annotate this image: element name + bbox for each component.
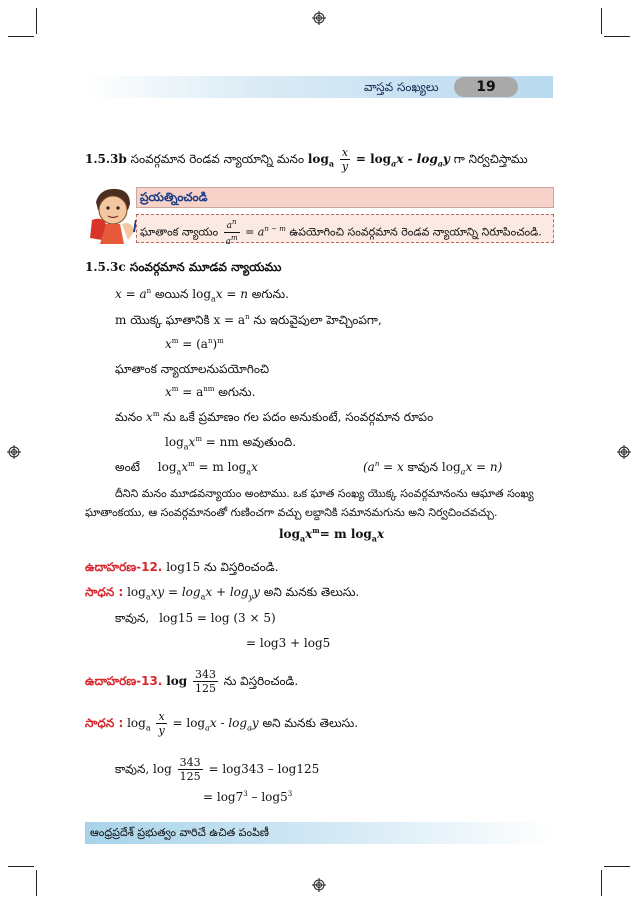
text-line (115, 287, 289, 304)
log-base: a (183, 442, 189, 452)
text-line (363, 460, 502, 477)
text-part: అంటే (115, 460, 140, 474)
equation-line (165, 435, 296, 452)
exponent: m (171, 337, 179, 345)
log-base: a (211, 294, 216, 304)
section-title: సంవర్గమాన మూడవ న్యాయము (129, 260, 282, 274)
text-part: మనం (115, 410, 143, 424)
solution-label: సాధన : (85, 716, 124, 730)
fraction-denominator: 125 (194, 682, 216, 695)
crop-mark (8, 866, 34, 867)
equation-line (115, 756, 319, 783)
crop-mark (601, 8, 602, 34)
solution-line (85, 710, 358, 737)
crop-mark (8, 36, 34, 37)
fraction-base: a (225, 237, 231, 247)
example-text: log15 ను విస్తరించండి. (166, 560, 279, 574)
equation-part: = log (355, 152, 392, 166)
text-part: అవుతుంది. (242, 435, 297, 449)
log-base: a (460, 467, 466, 477)
crop-mark (604, 866, 630, 867)
log-base: a (391, 158, 397, 169)
registration-mark-icon (617, 445, 631, 459)
equation-part: = log343 – log125 (208, 762, 320, 776)
section-text: సంవర్గమాన రెండవ న్యాయాన్ని మనం (130, 152, 305, 166)
equation-part: y (442, 152, 450, 166)
equation-part: x (165, 385, 172, 399)
exponent: n (374, 460, 380, 468)
equation-part: log15 = log (3 × 5) (159, 611, 276, 625)
example-13 (85, 668, 298, 695)
text-line (115, 460, 258, 477)
equation-part: = log (172, 716, 206, 730)
log-text: log (307, 152, 329, 166)
text-line: ఘాతాంకయు, ఆ సంవర్గమానంతో గుణించగా వచ్చు లబ్దానికి సమానమగును అని నిర్వచించవచ్చు. (85, 506, 498, 519)
crop-mark (604, 36, 630, 37)
solution-line (85, 585, 359, 602)
exponent: 3 (287, 790, 293, 798)
equation-part: = (a (178, 337, 208, 351)
equation-part: (a (363, 460, 375, 474)
fraction (224, 217, 240, 248)
exponent: m (217, 337, 224, 345)
text-line (115, 313, 382, 330)
equation-part: log (157, 460, 177, 474)
try-box-text-part: ఘాతాంక న్యాయం (140, 225, 219, 239)
exponent: 3 (243, 790, 248, 798)
log-base: a (246, 467, 252, 477)
equation-part: x (188, 435, 196, 449)
equation-part: x = n (215, 287, 248, 301)
try-box-text-part: ఉపయోగించి సంవర్గమాన రెండవ న్యాయాన్ని నిరూపించండి. (289, 225, 542, 239)
equation-line (115, 611, 276, 628)
equation-part: = log7 (203, 790, 244, 804)
fraction-numerator: x (158, 710, 165, 723)
section-label: 1.5.3c (85, 260, 126, 274)
log-base: a (328, 158, 335, 169)
fraction-denominator: y (158, 724, 165, 737)
log-base: a (247, 723, 252, 733)
text-line: దీనిని మనం మూడవన్యాయం అంటాము. ఒక ఘాత సంఖ్య యొక్క సంవర్గమానంను ఆఘాత సంఖ్య (115, 487, 534, 500)
equation-part: = m log (194, 460, 247, 474)
equation-part: x + log (205, 585, 249, 599)
try-box-title: ప్రయత్నించండి (140, 190, 208, 204)
exponent: nm (203, 385, 215, 393)
equation-part: x - log (209, 716, 248, 730)
exponent: n (146, 287, 152, 295)
log-base: a (145, 592, 151, 602)
exponent: n − m (264, 224, 286, 233)
equation-part: log (165, 435, 184, 449)
equation-part: = nm (201, 435, 239, 449)
equation-part: x (165, 337, 172, 351)
equation-part: log (166, 674, 188, 688)
student-illustration-icon (88, 180, 138, 246)
exponent: n (245, 313, 250, 321)
example-label: ఉదాహరణ-12. (85, 560, 163, 574)
exponent: n (207, 337, 213, 345)
fraction-numerator: 343 (179, 756, 201, 769)
fraction-numerator: x (341, 146, 349, 159)
fraction-denominator (224, 233, 240, 248)
formula-part: = m log (319, 527, 372, 541)
fraction (340, 146, 350, 173)
fraction (156, 710, 166, 737)
equation-part: y (251, 716, 259, 730)
equation-part: log (192, 287, 211, 301)
text-part: అగును. (218, 385, 256, 399)
text-part: కావున (407, 460, 439, 474)
page-number: 19 (454, 77, 518, 97)
fraction-numerator (224, 217, 240, 233)
formula-line (279, 526, 384, 543)
equation-part: x (146, 410, 153, 424)
equation-part: = a (178, 385, 204, 399)
example-label: ఉదాహరణ-13. (85, 674, 163, 688)
example-12 (85, 560, 278, 577)
equation-line (165, 385, 255, 402)
header-title: వాస్తవ సంఖ్యలు (364, 80, 439, 94)
equation-line (203, 790, 292, 804)
exponent: m (171, 385, 179, 393)
text-part: m యొక్క ఘాతానికి x = a (115, 313, 246, 327)
crop-mark (601, 870, 602, 896)
crop-mark (36, 870, 37, 896)
formula-part: log (279, 527, 300, 541)
equation-part: x - log (396, 152, 438, 166)
exponent: m (195, 435, 202, 443)
section-text: గా నిర్వచిస్తాము (453, 152, 528, 166)
fraction (193, 668, 218, 695)
equation-line: = log3 + log5 (246, 636, 331, 650)
registration-mark-icon (312, 878, 326, 892)
fraction-base: a (226, 221, 233, 231)
equation-part: x (181, 460, 189, 474)
equation-part: log (441, 460, 461, 474)
fraction-denominator: 125 (179, 770, 201, 783)
text-part: కావున, (115, 611, 150, 625)
fraction (178, 756, 203, 783)
try-box-text (140, 217, 542, 248)
exponent: m (312, 526, 320, 535)
log-base: a (205, 723, 210, 733)
text-part: అని మనకు తెలుసు. (263, 585, 360, 599)
equation-part: x = n) (465, 460, 503, 474)
equation-part: – log5 (247, 790, 288, 804)
formula-part: x (376, 527, 385, 541)
exponent: m (152, 410, 160, 418)
registration-mark-icon (7, 445, 21, 459)
registration-mark-icon (312, 11, 326, 25)
log-base: a (437, 158, 443, 169)
fraction-exponent: m (230, 234, 238, 242)
exponent: m (188, 460, 195, 468)
equation-part: = x (379, 460, 404, 474)
example-text: ను విస్తరించండి. (223, 674, 299, 688)
footer-text: ఆంధ్రప్రదేశ్ ప్రభుత్వం వారిచే ఉచిత పంపిణీ (90, 826, 269, 839)
log-base: a (176, 467, 182, 477)
equation-part: xy = log (150, 585, 201, 599)
fraction-exponent: n (232, 218, 237, 226)
text-line (115, 410, 433, 427)
section-1-5-3c (85, 260, 281, 277)
text-line: ఘాతాంక న్యాయాలనుపయోగించి (115, 362, 270, 376)
log-base: y (248, 592, 254, 602)
fraction-denominator: y (341, 160, 349, 173)
equation-part: x (251, 460, 258, 474)
equation-part: = a (245, 225, 265, 239)
text-part: ను ఒకే ప్రమాణం గల పదం అనుకుంటే, సంవర్గమాన రూపం (163, 410, 434, 424)
section-label: 1.5.3b (85, 152, 127, 166)
formula-part: x (305, 527, 313, 541)
equation-part: y (253, 585, 260, 599)
equation-part: ) (212, 337, 218, 351)
log-base: a (200, 592, 206, 602)
text-part: అని మనకు తెలుసు. (262, 716, 359, 730)
crop-mark (36, 8, 37, 34)
text-part: ను ఇరువైపులా హెచ్చింపగా, (253, 313, 382, 327)
equation-part: log (127, 716, 146, 730)
equation-part: కావున, log (115, 762, 172, 776)
log-base: a (299, 533, 306, 544)
log-base: a (145, 723, 151, 733)
equation-part: x = a (115, 287, 147, 301)
equation-line (165, 337, 224, 351)
log-base: a (371, 533, 377, 544)
text-part: అగును. (251, 287, 289, 301)
text-part: అయిన (154, 287, 189, 301)
equation-part: log (127, 585, 146, 599)
fraction-numerator: 343 (194, 668, 216, 681)
section-1-5-3b (85, 146, 528, 173)
solution-label: సాధన : (85, 585, 124, 599)
